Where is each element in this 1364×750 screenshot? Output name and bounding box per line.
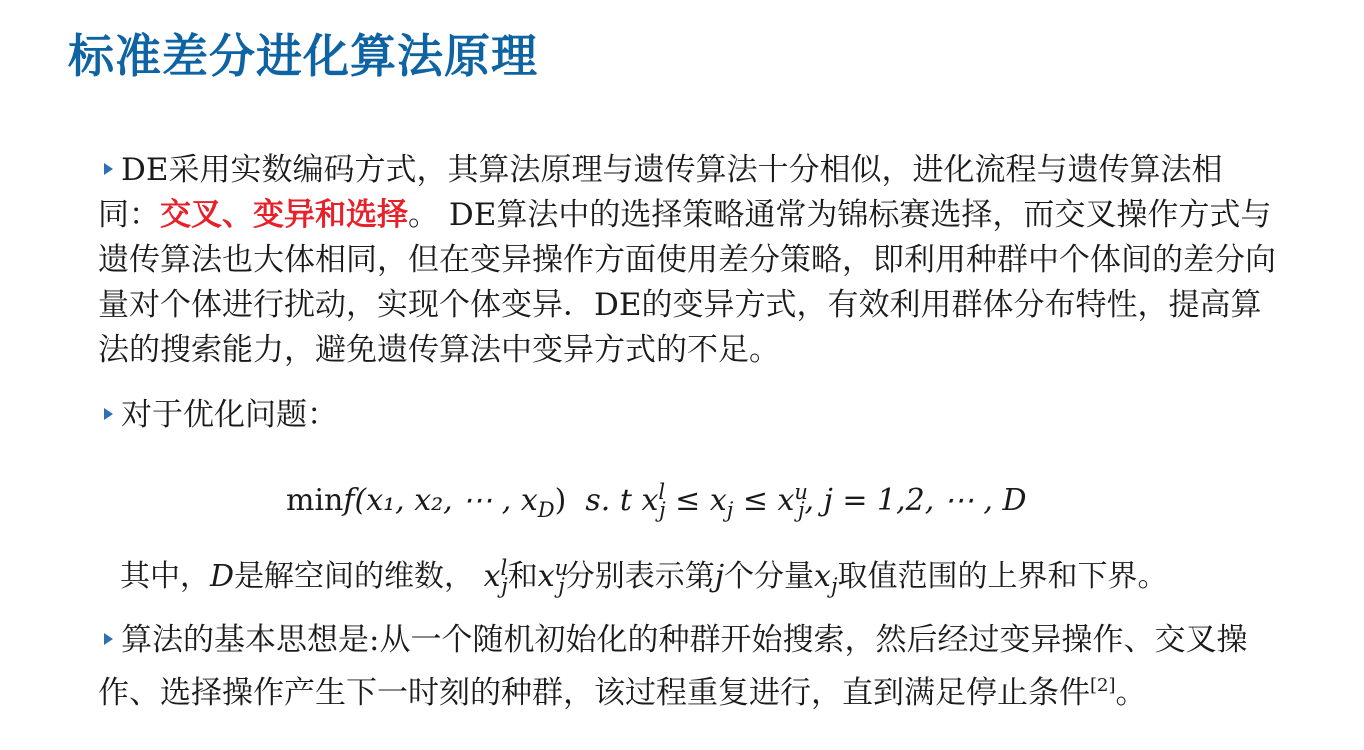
formula-f: f [343,483,355,518]
paragraph-basic-idea [98,618,1278,716]
formula-min: min [286,483,344,518]
paragraph-text: DE采用实数编码方式，其算法原理与遗传算法十分相似，进化流程与遗传算法相同： [98,152,1223,233]
note-var: x [483,559,501,594]
formula-upper-sub: j [797,498,805,522]
note-var: j [714,559,725,594]
note-sup: l [500,556,508,580]
formula-mid: x [709,483,727,518]
formula-le: ≤ [733,483,778,518]
citation: [2] [1090,675,1116,696]
formula-lower: x [641,483,659,518]
bullet-icon [104,408,113,420]
bullet-icon [104,633,113,645]
formula-upper-sup: u [794,480,808,504]
formula-st: s. t [585,483,642,518]
paragraph-de-overview [98,148,1278,373]
note-text: 个分量 [724,559,815,594]
note-text: 分别表示第 [564,559,715,594]
formula-mid-sub: j [726,498,734,522]
paragraph-text: 。 [1115,675,1147,711]
formula-upper: x [777,483,795,518]
note-var: x [537,559,555,594]
note-text: 取值范围的上界和下界。 [837,559,1168,594]
formula-lower-sup: l [658,480,666,504]
note-text: 和 [507,559,538,594]
formula-tail: = 1,2, ⋯ , D [832,483,1027,518]
note-text: 其中， [120,559,210,594]
formula-tail-j: , j [804,483,833,518]
formula-args-close: ) [554,483,567,518]
highlight-text: 交叉、变异和选择 [160,197,408,233]
note-var: x [814,559,831,594]
note-sub: j [558,574,565,598]
note-text: 是解空间的维数， [234,559,475,594]
page-title: 标准差分进化算法原理 [68,29,538,83]
formula-le: ≤ [665,483,710,518]
paragraph-text: 。 DE算法中的选择策略通常为锦标赛选择，而交叉操作方式与遗传算法也大体相同，但在变异操作方面使用差分策略，即利用种群中个体间的差分向量对个体进行扰动，实现个体变异．DE的变异方式，有效利用群体分布特性，提高算法的搜索能力，避免遗传算法中变异方式的不足。 [98,197,1276,368]
note-var: D [210,559,235,594]
paragraph-optimization [98,393,1278,438]
paragraph-text: 算法的基本思想是:从一个随机初始化的种群开始搜索，然后经过变异操作、交叉操作、选择操作产生下一时刻的种群，该过程重复进行，直到满足停止条件 [98,622,1248,711]
bullet-icon [104,163,113,175]
formula-args-sub: D [537,498,555,522]
note-sup: u [554,556,569,580]
formula-lower-sub: j [659,498,666,522]
formula-explanation [120,546,1167,608]
paragraph-text: 对于优化问题： [121,397,338,433]
note-sub: j [830,574,838,598]
optimization-formula [286,470,1027,532]
formula-args: (x₁, x₂, ⋯ , x [354,483,538,518]
note-sub: j [501,574,508,598]
